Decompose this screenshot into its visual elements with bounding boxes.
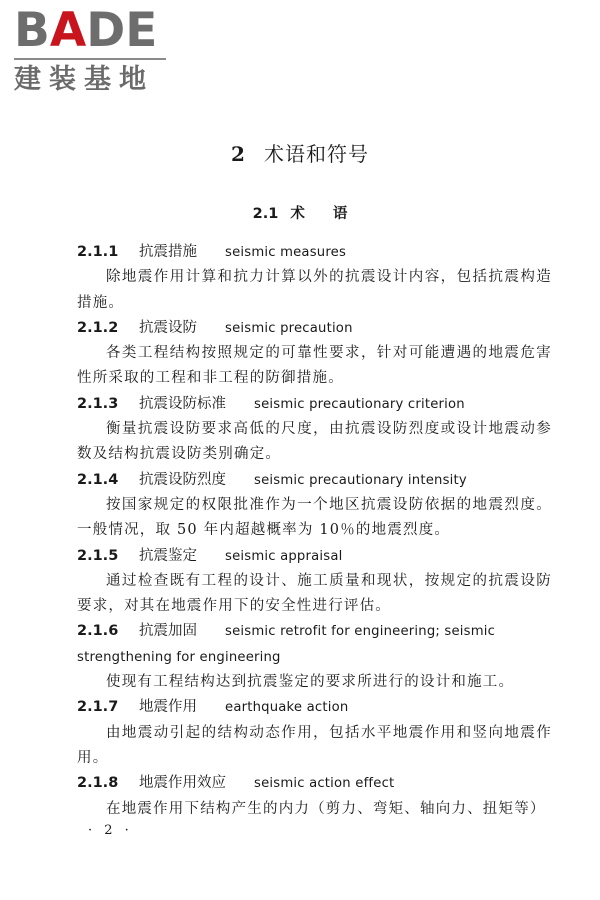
term-chinese: 抗震设防标准: [139, 395, 226, 412]
term-entry: [77, 392, 552, 468]
term-number: 2.1.1: [77, 244, 119, 260]
term-chinese: 抗震鉴定: [139, 547, 197, 564]
term-entry: [77, 240, 552, 316]
term-number: 2.1.8: [77, 775, 119, 792]
term-entry: [77, 468, 552, 544]
term-definition: 衡量抗震设防要求高低的尺度，由抗震设防烈度或设计地震动参数及结构抗震设防类别确定。: [77, 421, 552, 463]
term-number: 2.1.4: [77, 471, 119, 488]
term-entry: [77, 771, 552, 822]
term-english: seismic measures: [225, 245, 347, 260]
term-english: seismic appraisal: [225, 548, 343, 564]
term-heading: [77, 392, 552, 417]
chapter-title: [0, 140, 600, 168]
term-english: seismic precautionary criterion: [254, 396, 465, 412]
logo-letter-b: B: [14, 3, 50, 58]
term-definition: 通过检查既有工程的设计、施工质量和现状，按规定的抗震设防要求，对其在地震作用下的安全性进行评估。: [77, 572, 552, 615]
section-title: [0, 203, 600, 225]
term-english: seismic retrofit for engineering; seismic strengthening for engineering: [77, 624, 496, 665]
term-heading: [77, 695, 552, 720]
logo-letters-de: DE: [86, 3, 158, 58]
term-definition: 在地震作用下结构产生的内力（剪力、弯矩、轴向力、扭矩等）: [106, 800, 546, 817]
term-heading: [77, 619, 552, 670]
term-definition: 除地震作用计算和抗力计算以外的抗震设计内容，包括抗震构造措施。: [77, 269, 552, 311]
term-definition: 由地震动引起的结构动态作用，包括水平地震作用和竖向地震作用。: [77, 724, 552, 766]
logo-divider: [14, 58, 166, 60]
term-heading: [77, 544, 552, 569]
term-number: 2.1.3: [77, 395, 119, 412]
term-english: seismic action effect: [254, 776, 395, 792]
term-chinese: 地震作用效应: [139, 775, 226, 792]
term-english: earthquake action: [225, 700, 349, 716]
section-number: 2.1: [252, 206, 279, 222]
term-english: seismic precaution: [225, 320, 353, 336]
term-chinese: 地震作用: [139, 699, 197, 716]
term-chinese: 抗震措施: [139, 244, 197, 260]
term-number: 2.1.5: [77, 547, 119, 564]
term-english: seismic precautionary intensity: [254, 472, 467, 488]
term-chinese: 抗震加固: [139, 623, 197, 640]
term-chinese: 抗震设防: [139, 319, 197, 336]
term-definition: 使现有工程结构达到抗震鉴定的要求所进行的设计和施工。: [106, 674, 515, 691]
logo-subtitle: 建装基地: [14, 64, 154, 95]
term-entry: [77, 619, 552, 695]
term-heading: [77, 771, 552, 796]
term-number: 2.1.2: [77, 319, 119, 336]
term-definition: 各类工程结构按照规定的可靠性要求，针对可能遭遇的地震危害性所采取的工程和非工程的防御措施。: [77, 345, 552, 387]
term-heading: [77, 316, 552, 341]
logo-letter-a: A: [49, 3, 87, 58]
term-chinese: 抗震设防烈度: [139, 471, 226, 488]
chapter-number: 2: [231, 142, 246, 166]
section-title-part1: 术: [290, 206, 305, 222]
term-entry: [77, 544, 552, 620]
term-entry: [77, 695, 552, 771]
terms-list: [77, 240, 552, 822]
term-heading: [77, 468, 552, 493]
term-number: 2.1.7: [77, 699, 119, 716]
term-definition: 按国家规定的权限批准作为一个地区抗震设防依据的地震烈度。一般情况，取 50 年内超越概率为 10％的地震烈度。: [77, 496, 552, 539]
term-number: 2.1.6: [77, 623, 119, 640]
logo-wordmark: [14, 3, 158, 58]
chapter-name: 术语和符号: [263, 142, 369, 166]
brand-logo: [14, 3, 174, 100]
section-title-part2: 语: [332, 206, 348, 222]
term-entry: [77, 316, 552, 392]
page-number: · 2 ·: [88, 823, 133, 838]
term-heading: [77, 240, 552, 265]
